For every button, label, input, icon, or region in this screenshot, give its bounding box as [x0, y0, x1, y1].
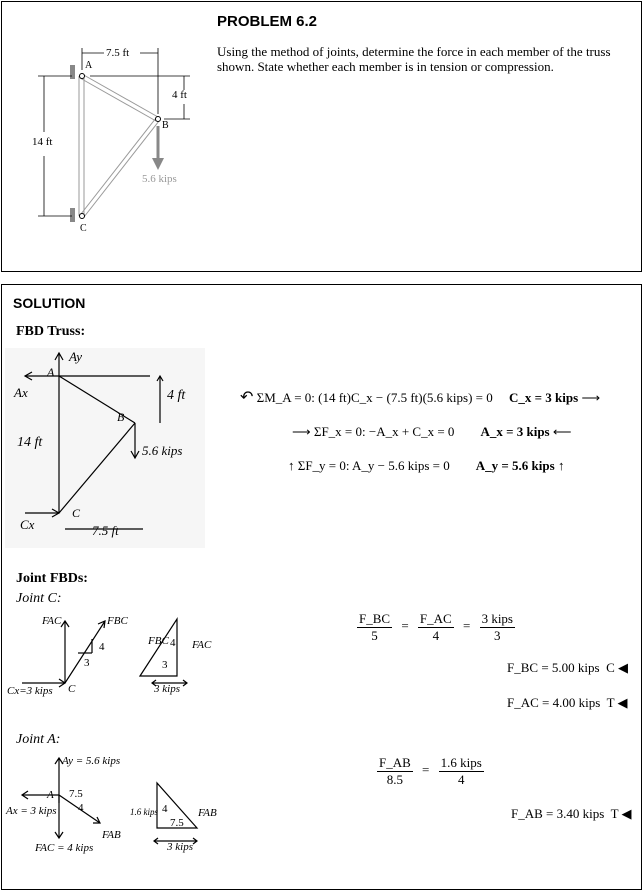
- ja-tri-fab: FAB: [198, 807, 217, 819]
- support-c: [70, 208, 75, 222]
- joint-b: [156, 117, 161, 122]
- support-a: [70, 65, 75, 79]
- dim-right-label: 4 ft: [172, 89, 187, 101]
- jc-c: C: [68, 683, 76, 695]
- arrow-up-icon: ↑: [557, 458, 565, 473]
- result-fab: F_AB = 3.40 kips T ◀: [511, 806, 632, 821]
- ja-fac: FAC = 4 kips: [35, 842, 94, 854]
- fbd-14ft: 14 ft: [17, 435, 43, 450]
- jc-fbc: FBC: [107, 615, 128, 627]
- load-label: 5.6 kips: [142, 173, 177, 185]
- ratio-3kips: $\frac{\text{3 kips}}{3}$: [481, 611, 513, 643]
- jc-cx: Cx=3 kips: [7, 685, 53, 697]
- jc-tri-4: 4: [170, 637, 176, 649]
- member-ac: [79, 76, 84, 216]
- eq-moment-text: ΣM_A = 0: (14 ft)C_x − (7.5 ft)(5.6 kips) = 0: [256, 390, 493, 405]
- solution-box: [1, 284, 642, 890]
- arrow-left-icon: ⟵: [552, 424, 572, 439]
- eq-fx-text: ΣF_x = 0: −A_x + C_x = 0: [313, 424, 455, 439]
- ccw-moment-icon: ↶: [240, 389, 254, 406]
- truss-figure: [30, 40, 220, 240]
- triangle-marker-icon: ◀: [618, 660, 629, 675]
- result-fac: F_AC = 4.00 kips T ◀: [507, 695, 628, 710]
- fbd-a: A: [47, 365, 55, 379]
- fbd-truss-label: FBD Truss:: [16, 324, 86, 339]
- arrow-right-icon: ⟶: [581, 390, 601, 405]
- problem-box: [1, 1, 642, 272]
- ja-tri-75: 7.5: [170, 817, 184, 829]
- ja-ay: Ay = 5.6 kips: [62, 755, 121, 767]
- fbd-b: B: [117, 410, 125, 424]
- solution-heading: SOLUTION: [13, 295, 86, 311]
- ja-4: 4: [78, 802, 84, 814]
- fbd-load: 5.6 kips: [142, 443, 183, 458]
- ja-a: A: [47, 789, 54, 801]
- joint-fbds-label: Joint FBDs:: [16, 571, 88, 586]
- ja-tri-left: 1.6 kips: [130, 807, 158, 817]
- dim-left-label: 14 ft: [32, 136, 53, 148]
- result-fbc: F_BC = 5.00 kips C ◀: [507, 660, 629, 675]
- fbd-c: C: [72, 506, 81, 520]
- joint-a-label: Joint A:: [16, 732, 61, 747]
- jc-tri-3: 3: [162, 659, 168, 671]
- eq-moment: [240, 387, 600, 407]
- ratio-16kips: $\frac{\text{1.6 kips}}{4}$: [440, 755, 482, 787]
- ratio-fab: $\frac{F\_AB}{8.5}$: [379, 755, 411, 787]
- eq-fx: [292, 424, 572, 440]
- fbd-cx: Cx: [20, 517, 35, 532]
- member-ab: [80, 74, 158, 121]
- arrow-right-icon: ⟶: [292, 424, 311, 439]
- joint-c-label: Joint C:: [16, 591, 62, 606]
- problem-statement: Using the method of joints, determine the force in each member of the truss shown. State whether each member is in tension or compression.: [217, 44, 611, 74]
- eq-fx-result: A_x = 3 kips: [480, 424, 550, 439]
- jc-tri-fac: FAC: [192, 639, 212, 651]
- joint-c-label: C: [80, 223, 87, 234]
- member-bc: [81, 118, 159, 217]
- dim-top-label: 7.5 ft: [106, 47, 130, 59]
- joint-c: [80, 214, 85, 219]
- fbd-4ft: 4 ft: [167, 388, 186, 403]
- jc-3: 3: [84, 657, 90, 669]
- eq-fy-text: ΣF_y = 0: A_y − 5.6 kips = 0: [297, 458, 450, 473]
- ja-fab: FAB: [102, 829, 121, 841]
- joint-a-ratio: $\frac{F\_AB}{8.5}$ = $\frac{\text{1.6 kips}}{4}$: [379, 755, 482, 787]
- jc-fac: FAC: [42, 615, 62, 627]
- ja-tri-base: 3 kips: [167, 841, 193, 853]
- triangle-marker-icon: ◀: [621, 806, 632, 821]
- jc-4: 4: [99, 641, 105, 653]
- ja-ax: Ax = 3 kips: [6, 805, 57, 817]
- joint-a-label: A: [85, 60, 93, 71]
- ratio-fbc: $\frac{F\_BC}{5}$: [359, 611, 391, 643]
- problem-title: PROBLEM 6.2: [217, 13, 318, 30]
- triangle-marker-icon: ◀: [617, 695, 628, 710]
- load-arrowhead: [152, 158, 164, 170]
- eq-fy: [288, 458, 564, 474]
- joint-c-ratio: $\frac{F\_BC}{5}$ = $\frac{F\_AC}{4}$ = $\frac{\text{3 kips}}{3}$: [359, 611, 513, 643]
- eq-moment-result: C_x = 3 kips: [509, 390, 579, 405]
- fbd-75ft: 7.5 ft: [92, 523, 119, 538]
- fbd-ay: Ay: [69, 349, 82, 364]
- eq-fy-result: A_y = 5.6 kips: [475, 458, 555, 473]
- arrow-up-icon: ↑: [288, 458, 295, 473]
- fbd-ax: Ax: [14, 385, 28, 400]
- joint-a: [80, 74, 85, 79]
- ja-75: 7.5: [69, 788, 83, 800]
- jc-tri-fbc: FBC: [148, 635, 169, 647]
- ja-tri-4: 4: [162, 803, 168, 815]
- ratio-fac: $\frac{F\_AC}{4}$: [419, 611, 452, 643]
- joint-b-label: B: [162, 120, 169, 131]
- jc-tri-base: 3 kips: [154, 683, 180, 695]
